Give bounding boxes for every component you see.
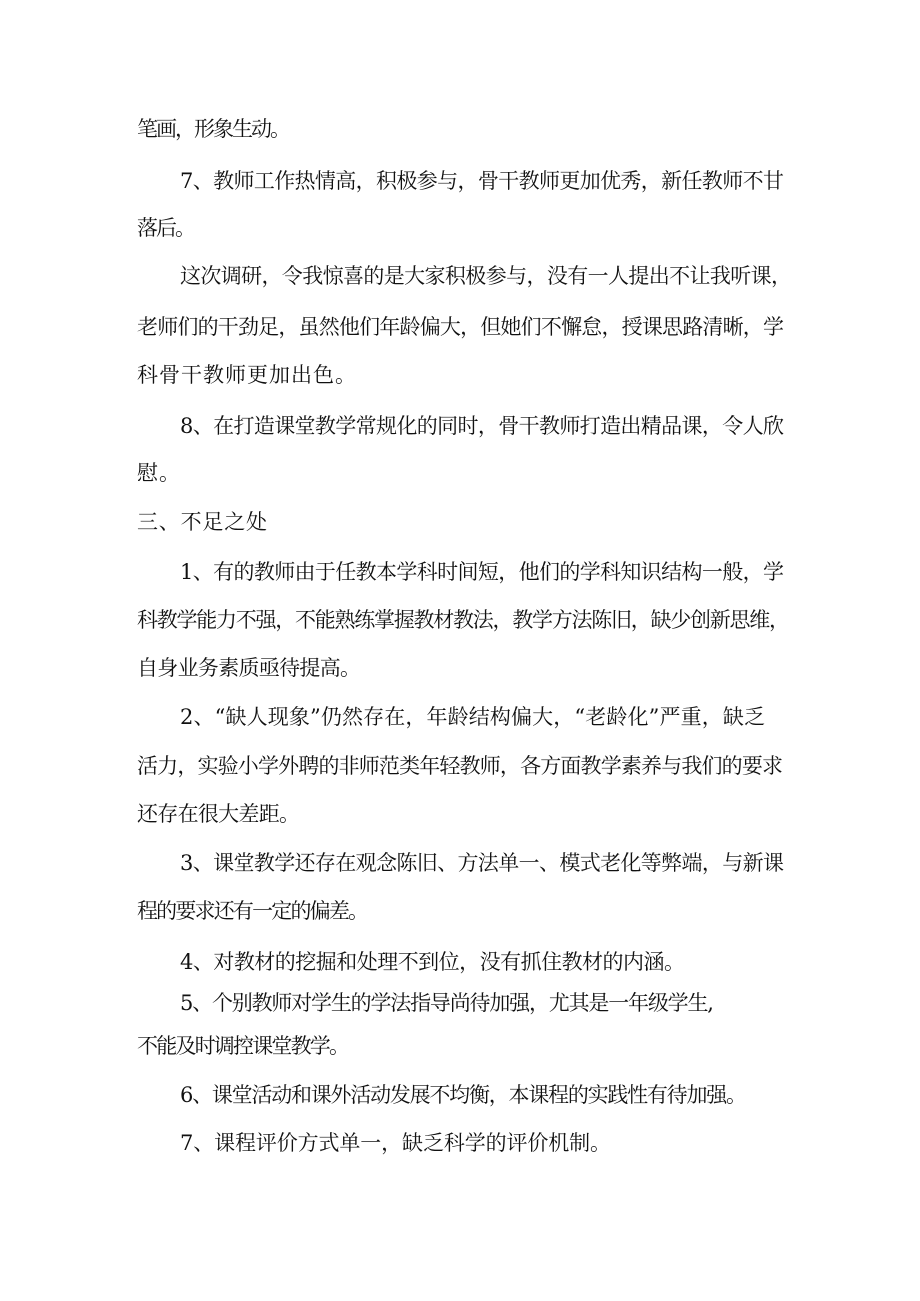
text-line: 3、课堂教学还存在观念陈旧、方法单一、模式老化等弊端，与新课 xyxy=(180,851,784,875)
section-heading: 三、不足之处 xyxy=(137,510,268,534)
text-line: 落后。 xyxy=(137,216,194,240)
text-line: 程的要求还有一定的偏差。 xyxy=(137,899,368,923)
text-line: 慰。 xyxy=(137,461,181,485)
text-line: 这次调研，令我惊喜的是大家积极参与，没有一人提出不让我听课， xyxy=(180,264,792,288)
text-line: 7、教师工作热情高，积极参与，骨干教师更加优秀，新任教师不甘 xyxy=(180,169,784,193)
text-line: 老师们的干劲足，虽然他们年龄偏大，但她们不懈怠，授课思路清晰，学 xyxy=(137,315,784,339)
text-line: 自身业务素质亟待提高。 xyxy=(137,656,361,680)
text-line: 8、在打造课堂教学常规化的同时，骨干教师打造出精品课，令人欣 xyxy=(180,414,784,438)
text-line: 还存在很大差距。 xyxy=(137,802,300,826)
text-line: 科教学能力不强，不能熟练掌握教材教法，教学方法陈旧，缺少创新思维， xyxy=(137,608,789,632)
text-line: 6、课堂活动和课外活动发展不均衡，本课程的实践性有待加强。 xyxy=(180,1083,746,1107)
text-line: 7、课程评价方式单一，缺乏科学的评价机制。 xyxy=(180,1131,611,1155)
text-line: 活力，实验小学外聘的非师范类年轻教师，各方面教学素养与我们的要求 xyxy=(137,754,783,778)
text-line: 1、有的教师由于任教本学科时间短，他们的学科知识结构一般，学 xyxy=(180,560,784,584)
text-line: 笔画，形象生动。 xyxy=(137,117,289,141)
text-line: 不能及时调控课堂教学。 xyxy=(137,1034,349,1058)
text-line: 4、对教材的挖掘和处理不到位，没有抓住教材的内涵。 xyxy=(180,950,685,974)
text-line: 科骨干教师更加出色。 xyxy=(137,363,357,387)
text-line: 5、个别教师对学生的学法指导尚待加强，尤其是一年级学生, xyxy=(180,991,713,1015)
text-line: 2、“缺人现象”仍然存在，年龄结构偏大，“老龄化”严重，缺乏 xyxy=(180,705,766,729)
